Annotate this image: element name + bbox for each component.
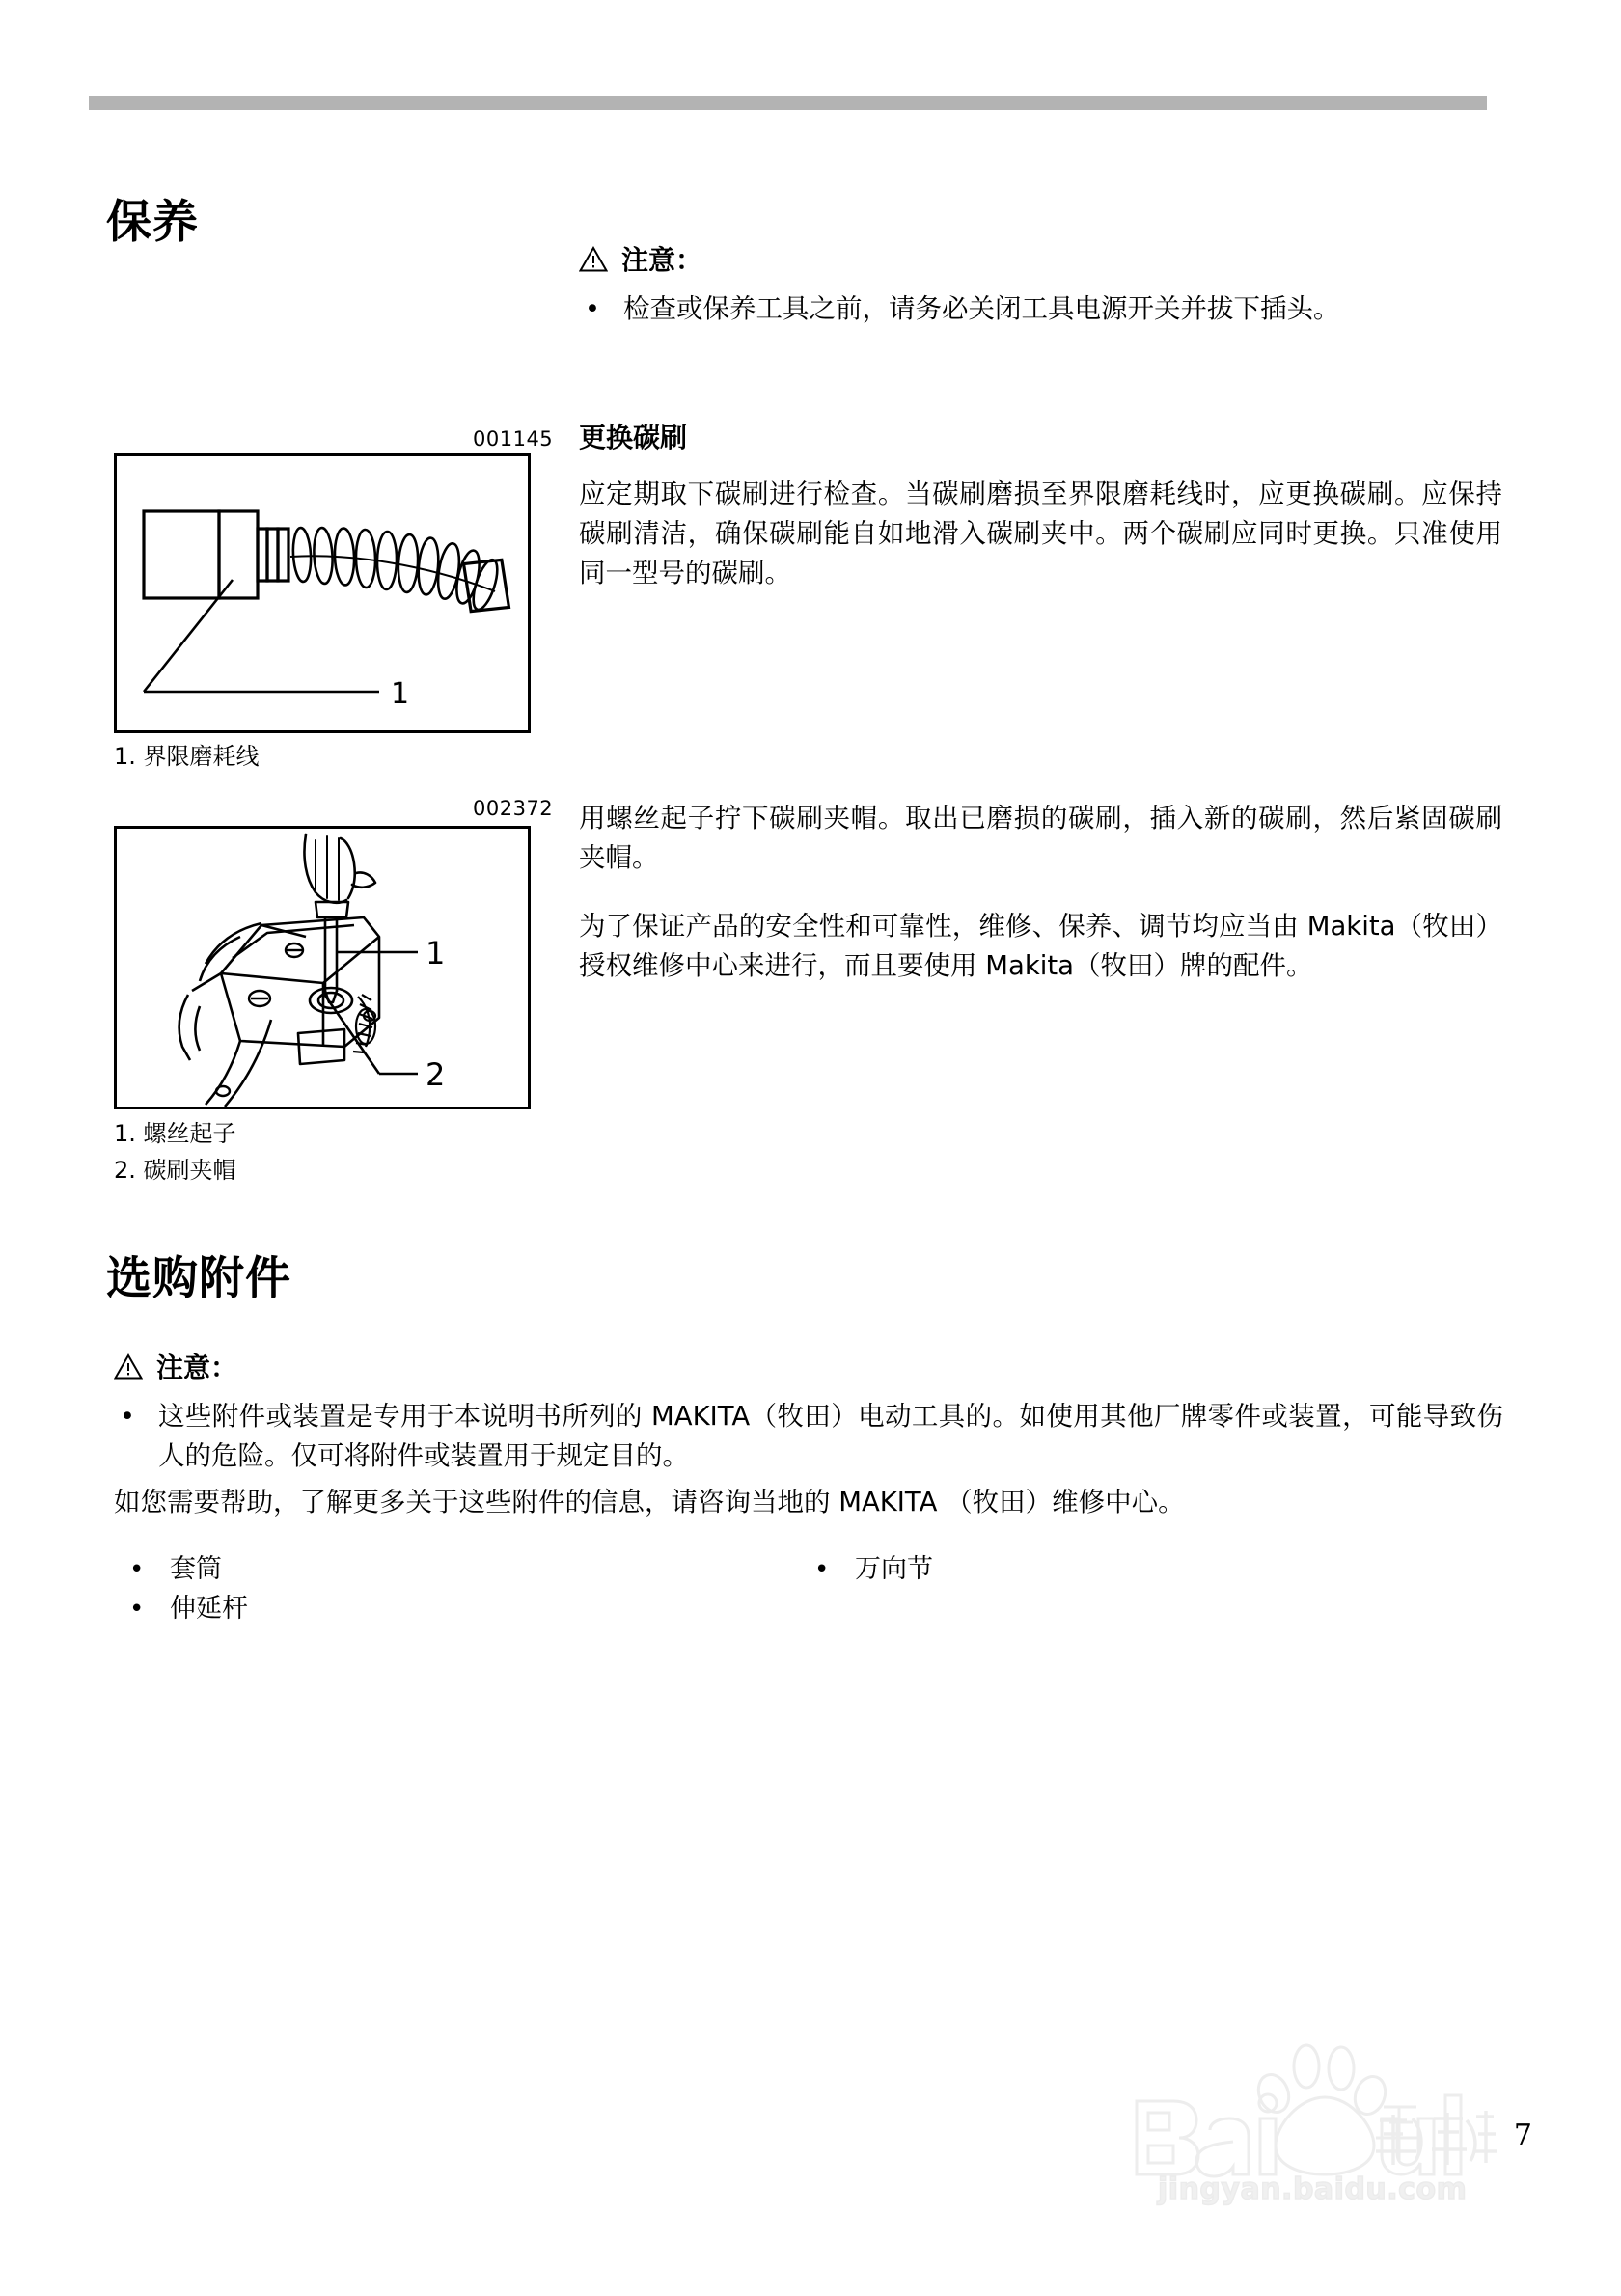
- svg-text:1: 1: [426, 935, 446, 971]
- svg-text:1: 1: [391, 677, 410, 711]
- caution-header-accessories: [114, 1347, 237, 1385]
- figure-caption-002372-1: 1. 螺丝起子: [114, 1120, 236, 1147]
- accessory-label-socket: 套筒: [170, 1554, 222, 1584]
- figure-caption-001145-1: 1. 界限磨耗线: [114, 743, 260, 770]
- header-rule: [89, 96, 1487, 110]
- bullet-dot-icon: •: [120, 1402, 135, 1432]
- page-title-accessories: 选购附件: [106, 1252, 291, 1305]
- accessory-label-extension-bar: 伸延杆: [170, 1594, 248, 1624]
- accessory-item-universal-joint: [810, 1547, 933, 1585]
- figure-caption-002372-2: 2. 碳刷夹帽: [114, 1157, 236, 1184]
- figure-brush-holder-cap-removal: [114, 826, 531, 1109]
- figure-1-drawing: [117, 456, 528, 730]
- caution-label-accessories: 注意：: [156, 1352, 238, 1383]
- paragraph-accessory-help: 如您需要帮助，了解更多关于这些附件的信息，请咨询当地的 MAKITA （牧田）维修中心。: [114, 1487, 1185, 1517]
- figure-id-001145: 001145: [473, 427, 554, 451]
- warning-triangle-icon: [579, 246, 608, 272]
- caution-header-maintenance: [579, 239, 702, 278]
- bullet-dot-icon: •: [129, 1555, 145, 1584]
- bullet-dot-icon: •: [129, 1595, 145, 1624]
- subheading-replacing-carbon-brushes: 更换碳刷: [579, 422, 688, 453]
- watermark-url: jingyan.baidu.com: [1158, 2173, 1468, 2206]
- caution-label-maintenance: 注意：: [621, 244, 703, 276]
- bullet-dot-icon: •: [585, 294, 600, 324]
- accessory-item-extension-bar: [125, 1587, 248, 1625]
- page-number: 7: [1513, 2118, 1532, 2152]
- figure-2-drawing: [117, 829, 528, 1107]
- caution-bullet-accessories: [114, 1397, 1503, 1476]
- bullet-dot-icon: •: [814, 1555, 830, 1584]
- paragraph-service-center: 为了保证产品的安全性和可靠性，维修、保养、调节均应当由 Makita（牧田）授权维修中心来进行，而且要使用 Makita（牧田）牌的配件。: [579, 911, 1502, 981]
- paragraph-cap-removal: 用螺丝起子拧下碳刷夹帽。取出已磨损的碳刷，插入新的碳刷，然后紧固碳刷夹帽。: [579, 803, 1502, 873]
- accessory-item-socket: [125, 1547, 222, 1585]
- caution-bullet-maintenance: [579, 289, 1505, 329]
- figure-id-002372: 002372: [473, 797, 554, 820]
- caution-bullet-text-maintenance: 检查或保养工具之前，请务必关闭工具电源开关并拔下插头。: [623, 293, 1340, 324]
- figure-carbon-brush-wear-limit: [114, 453, 531, 733]
- paragraph-carbon-brush-inspection: 应定期取下碳刷进行检查。当碳刷磨损至界限磨耗线时，应更换碳刷。应保持碳刷清洁，确保碳刷能自如地滑入碳刷夹中。两个碳刷应同时更换。只准使用同一型号的碳刷。: [579, 478, 1502, 588]
- caution-bullet-text-accessories: 这些附件或装置是专用于本说明书所列的 MAKITA（牧田）电动工具的。如使用其他厂牌零件或装置，可能导致伤人的危险。仅可将附件或装置用于规定目的。: [158, 1401, 1503, 1471]
- accessory-label-universal-joint: 万向节: [855, 1554, 933, 1584]
- svg-text:2: 2: [426, 1056, 446, 1093]
- warning-triangle-icon: [114, 1353, 143, 1380]
- page-title-maintenance: 保养: [106, 196, 199, 249]
